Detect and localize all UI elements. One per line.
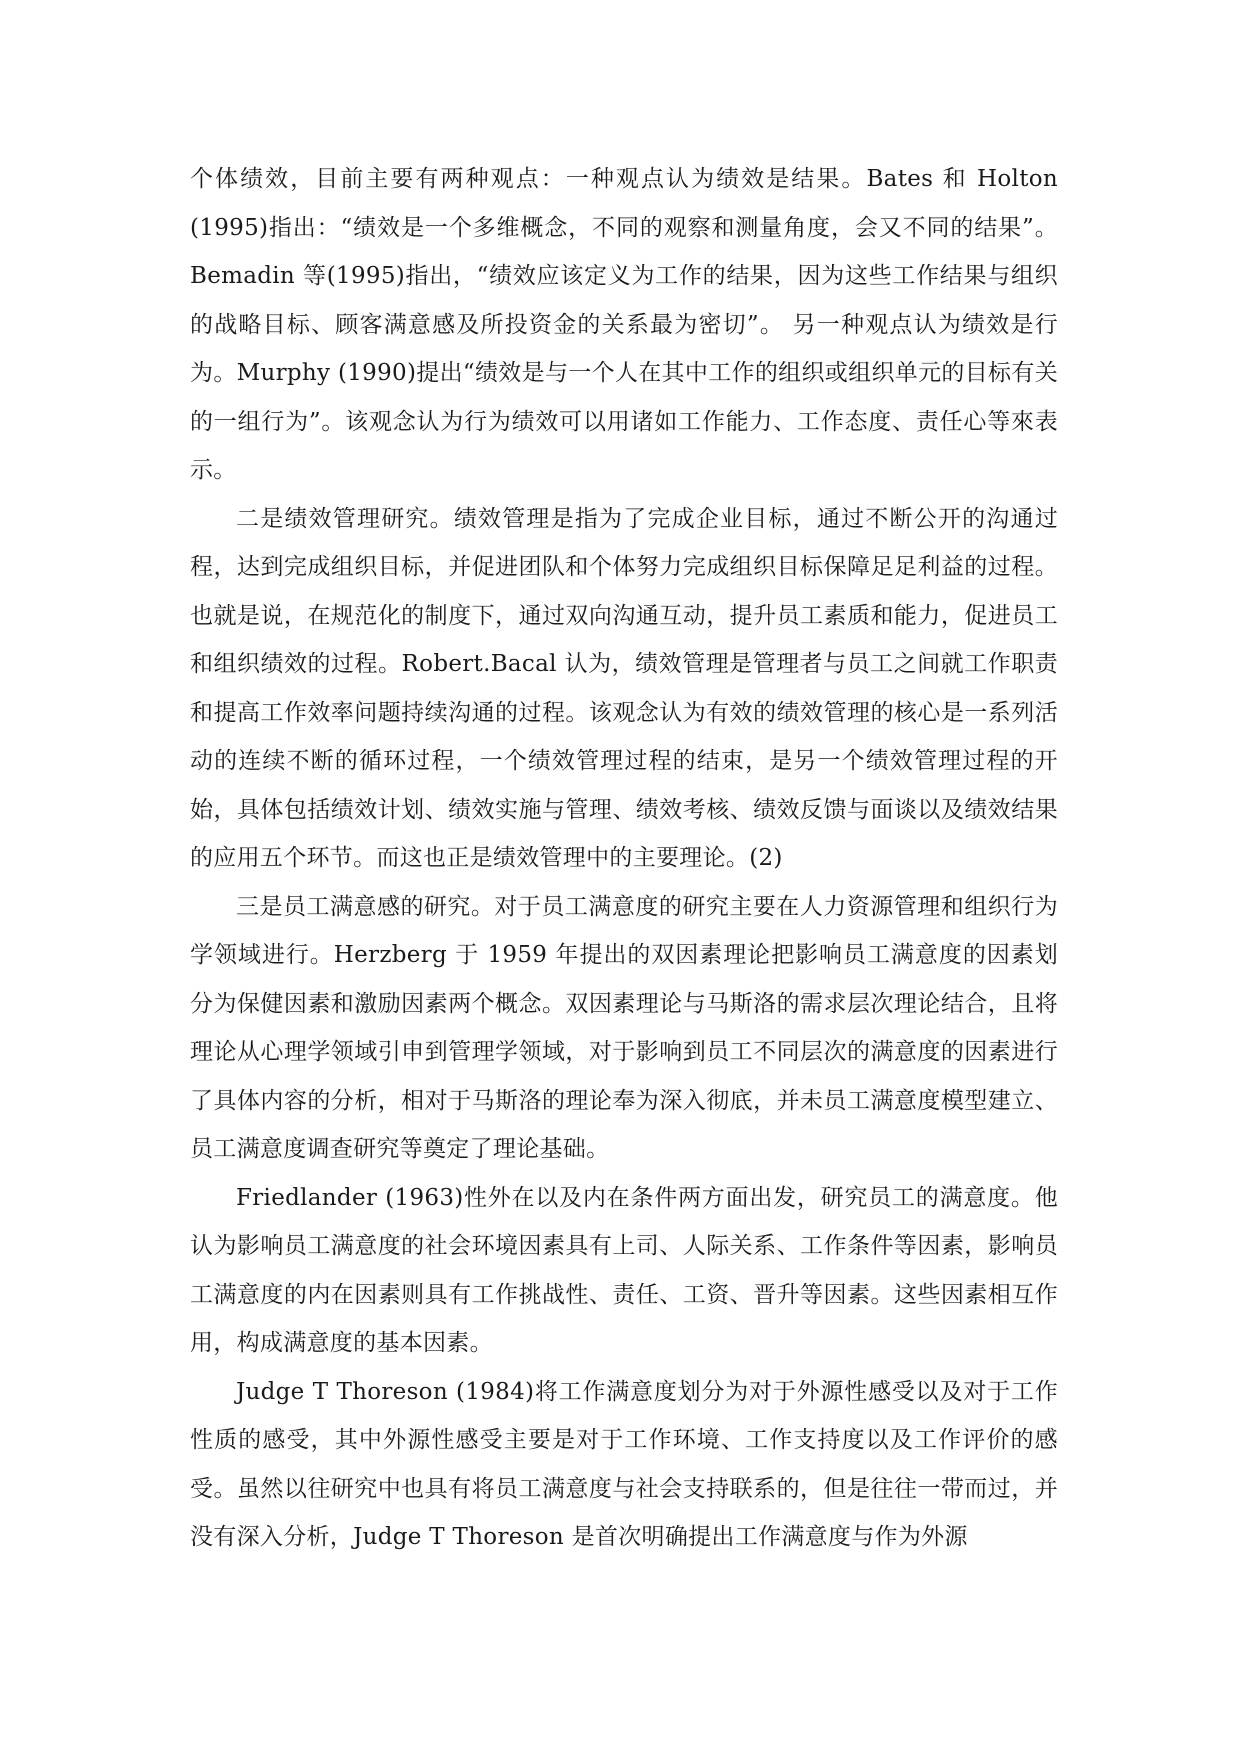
- paragraph-performance-management: 二是绩效管理研究。绩效管理是指为了完成企业目标，通过不断公开的沟通过程，达到完成组织目标，并促进团队和个体努力完成组织目标保障足足利益的过程。也就是说，在规范化的制度下，通过双向沟通互动，提升员工素质和能力，促进员工和组织绩效的过程。Robert.Bacal 认为，绩效管理是管理者与员工之间就工作职责和提高工作效率问题持续沟通的过程。该观念认为有效的绩效管理的核心是一系列活动的连续不断的循环过程，一个绩效管理过程的结束，是另一个绩效管理过程的开始，具体包括绩效计划、绩效实施与管理、绩效考核、绩效反馈与面谈以及绩效结果的应用五个环节。而这也正是绩效管理中的主要理论。(2): [190, 505, 1058, 871]
- body-text: [190, 155, 1058, 1562]
- paragraph-judge-thoreson: Judge T Thoreson (1984)将工作满意度划分为对于外源性感受以及对于工作性质的感受，其中外源性感受主要是对于工作环境、工作支持度以及工作评价的感受。虽然以往研究中也具有将员工满意度与社会支持联系的，但是往往一带而过，并没有深入分析，Judge T Thoreson 是首次明确提出工作满意度与作为外源: [190, 1378, 1058, 1550]
- paragraph-friedlander: Friedlander (1963)性外在以及内在条件两方面出发，研究员工的满意度。他认为影响员工满意度的社会环境因素具有上司、人际关系、工作条件等因素，影响员工满意度的内在因素则具有工作挑战性、责任、工资、晋升等因素。这些因素相互作用，构成满意度的基本因素。: [190, 1184, 1058, 1356]
- paragraph-individual-performance: 个体绩效，目前主要有两种观点：一种观点认为绩效是结果。Bates 和 Holton (1995)指出：“绩效是一个多维概念，不同的观察和测量角度，会又不同的结果”。Bemadin 等(1995)指出，“绩效应该定义为工作的结果，因为这些工作结果与组织的战略目标、顾客满意感及所投资金的关系最为密切”。 另一种观点认为绩效是行为。Murphy (1990)提出“绩效是与一个人在其中工作的组织或组织单元的目标有关的一组行为”。该观念认为行为绩效可以用诸如工作能力、工作态度、责任心等來表示。: [190, 166, 1058, 483]
- paragraph-employee-satisfaction: 三是员工满意感的研究。对于员工满意度的研究主要在人力资源管理和组织行为学领域进行。Herzberg 于 1959 年提出的双因素理论把影响员工满意度的因素划分为保健因素和激励因素两个概念。双因素理论与马斯洛的需求层次理论结合，且将理论从心理学领域引申到管理学领域，对于影响到员工不同层次的满意度的因素进行了具体内容的分析，相对于马斯洛的理论奉为深入彻底，并未员工满意度模型建立、员工满意度调查研究等奠定了理论基础。: [190, 893, 1058, 1162]
